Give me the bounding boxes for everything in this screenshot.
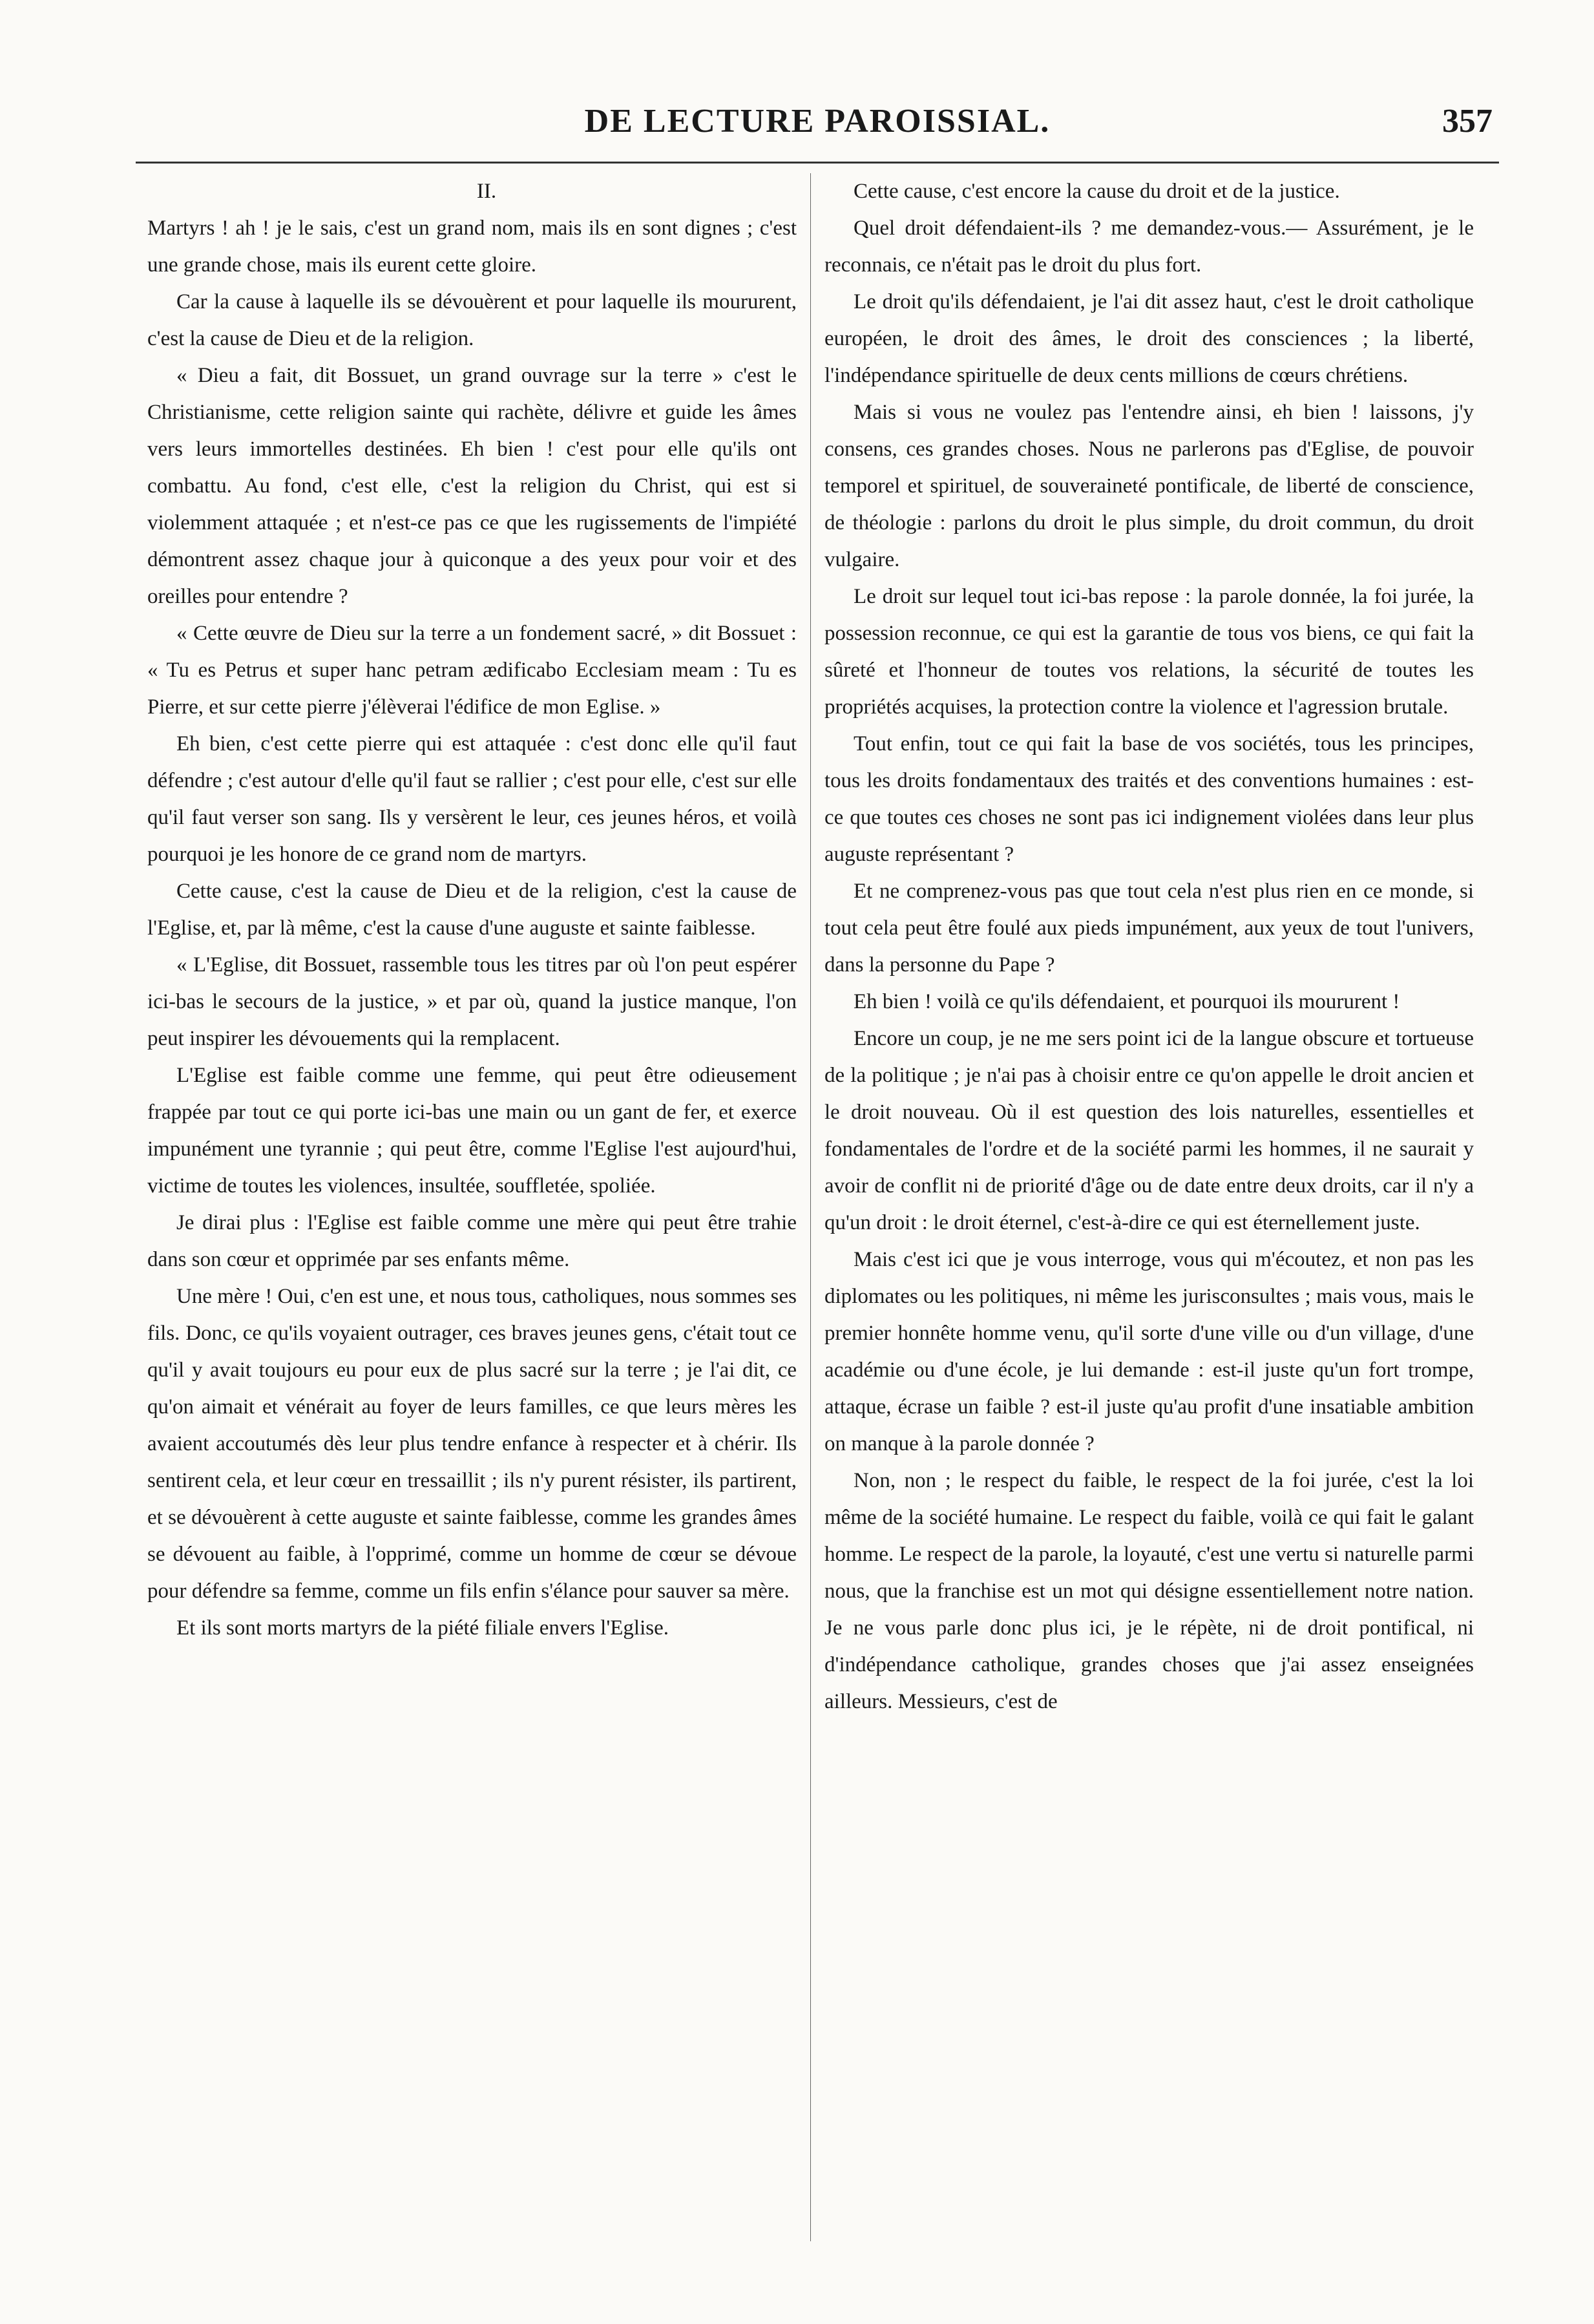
paragraph: Mais c'est ici que je vous interroge, vous qui m'écoutez, et non pas les diplomates ou les politiques, ni même les jurisconsultes ; mais vous, mais le premier honnête homme venu, qu'il sorte d'une ville ou d'un village, d'une académie ou d'une école, je lui demande : est-il juste qu'un fort trompe, attaque, écrase un faible ? est-il juste qu'au profit d'une insatiable ambition on manque à la parole donnée ? [824, 1248, 1474, 1455]
paragraph: Non, non ; le respect du faible, le respect de la foi jurée, c'est la loi même de la société humaine. Le respect du faible, voilà ce qui fait le galant homme. Le respect de la parole, la loyauté, c'est une vertu si naturelle parmi nous, que la franchise est un mot qui désigne essentiellement notre nation. Je ne vous parle donc plus ici, je le répète, ni de droit pontifical, ni d'indépendance catholique, grandes choses que j'ai assez enseignées ailleurs. Messieurs, c'est de [824, 1469, 1474, 1713]
paragraph: Le droit qu'ils défendaient, je l'ai dit assez haut, c'est le droit catholique européen, le droit des âmes, le droit des consciences ; la liberté, l'indépendance spirituelle de deux cents millions de cœurs chrétiens. [824, 290, 1474, 387]
paragraph: L'Eglise est faible comme une femme, qui peut être odieusement frappée par tout ce qui porte ici-bas une main ou un gant de fer, et exerce impunément une tyrannie ; qui peut être, comme l'Eglise l'est aujourd'hui, victime de toutes les violences, insultée, souffletée, spoliée. [147, 1064, 797, 1198]
page-number: 357 [1442, 103, 1493, 140]
paragraph: Quel droit défendaient-ils ? me demandez-vous.— Assurément, je le reconnais, ce n'était pas le droit du plus fort. [824, 217, 1474, 277]
paragraph: Martyrs ! ah ! je le sais, c'est un grand nom, mais ils en sont dignes ; c'est une grande chose, mais ils eurent cette gloire. [147, 217, 797, 277]
paragraph: Eh bien ! voilà ce qu'ils défendaient, et pourquoi ils moururent ! [854, 990, 1400, 1013]
paragraph: Encore un coup, je ne me sers point ici de la langue obscure et tortueuse de la politique ; je n'ai pas à choisir entre ce qu'on appelle le droit ancien et le droit nouveau. Où il est question des lois naturelles, essentielles et fondamentales de l'ordre et de la société parmi les hommes, il ne saurait y avoir de conflit ni de priorité d'âge ou de date entre deux droits, car il n'y a qu'un droit : le droit éternel, c'est-à-dire ce qui est éternellement juste. [824, 1027, 1474, 1234]
paragraph: Cette cause, c'est encore la cause du droit et de la justice. [854, 180, 1340, 203]
paragraph: Et ils sont morts martyrs de la piété filiale envers l'Eglise. [176, 1616, 669, 1640]
paragraph: Le droit sur lequel tout ici-bas repose : la parole donnée, la foi jurée, la possession reconnue, ce qui est la garantie de tous vos biens, ce qui fait la sûreté et l'honneur de toutes vos relations, la sécurité de toutes les propriétés acquises, la protection contre la violence et l'agression brutale. [824, 585, 1474, 719]
paragraph: Cette cause, c'est la cause de Dieu et de la religion, c'est la cause de l'Eglise, et, par là même, c'est la cause d'une auguste et sainte faiblesse. [147, 880, 797, 940]
paragraph: Mais si vous ne voulez pas l'entendre ainsi, eh bien ! laissons, j'y consens, ces grandes choses. Nous ne parlerons pas d'Eglise, de pouvoir temporel et spirituel, de souveraineté pontificale, de liberté de conscience, de théologie : parlons du droit le plus simple, du droit commun, du droit vulgaire. [824, 401, 1474, 571]
running-title: DE LECTURE PAROISSIAL. [584, 103, 1051, 140]
paragraph: Une mère ! Oui, c'en est une, et nous tous, catholiques, nous sommes ses fils. Donc, ce qu'ils voyaient outrager, ces braves jeunes gens, c'était tout ce qu'il y avait toujours eu pour eux de plus sacré sur la terre ; je l'ai dit, ce qu'on aimait et vénérait au foyer de leurs familles, ce que leurs mères les avaient accoutumés dès leur plus tendre enfance à respecter et à chérir. Ils sentirent cela, et leur cœur en tressaillit ; ils n'y purent résister, ils partirent, et se dévouèrent à cette auguste et sainte faiblesse, comme les grandes âmes se dévouent au faible, à l'opprimé, comme un homme de cœur se dévoue pour défendre sa femme, comme un fils enfin s'élance pour sauver sa mère. [147, 1285, 797, 1603]
right-column [824, 173, 1474, 2241]
column-divider [810, 173, 811, 2241]
paragraph: Car la cause à laquelle ils se dévouèrent et pour laquelle ils moururent, c'est la cause de Dieu et de la religion. [147, 290, 797, 350]
section-number: II. [476, 180, 497, 203]
left-column [147, 173, 797, 2241]
paragraph: « L'Eglise, dit Bossuet, rassemble tous les titres par où l'on peut espérer ici-bas le secours de la justice, » et par où, quand la justice manque, l'on peut inspirer les dévouements qui la remplacent. [147, 953, 797, 1050]
paragraph: Eh bien, c'est cette pierre qui est attaquée : c'est donc elle qu'il faut défendre ; c'est autour d'elle qu'il faut se rallier ; c'est pour elle, c'est sur elle qu'il faut verser son sang. Ils y versèrent le leur, ces jeunes héros, et voilà pourquoi je les honore de ce grand nom de martyrs. [147, 732, 797, 866]
paragraph: Je dirai plus : l'Eglise est faible comme une mère qui peut être trahie dans son cœur et opprimée par ses enfants même. [147, 1211, 797, 1271]
paragraph: « Dieu a fait, dit Bossuet, un grand ouvrage sur la terre » c'est le Christianisme, cette religion sainte qui rachète, délivre et guide les âmes vers leurs immortelles destinées. Eh bien ! c'est pour elle qu'ils ont combattu. Au fond, c'est elle, c'est la religion du Christ, qui est si violemment attaquée ; et n'est-ce pas ce que les rugissements de l'impiété démontrent assez chaque jour à quiconque a des yeux pour voir et des oreilles pour entendre ? [147, 364, 797, 608]
header-rule [136, 162, 1499, 164]
page-header [136, 39, 1499, 162]
paragraph: « Cette œuvre de Dieu sur la terre a un fondement sacré, » dit Bossuet : « Tu es Petrus et super hanc petram ædificabo Ecclesiam meam : Tu es Pierre, et sur cette pierre j'élèverai l'édifice de mon Eglise. » [147, 622, 797, 719]
paragraph: Et ne comprenez-vous pas que tout cela n'est plus rien en ce monde, si tout cela peut être foulé aux pieds impunément, aux yeux de tout l'univers, dans la personne du Pape ? [824, 880, 1474, 977]
paragraph: Tout enfin, tout ce qui fait la base de vos sociétés, tous les principes, tous les droits fondamentaux des traités et des conventions humaines : est-ce que toutes ces choses ne sont pas ici indignement violées dans leur plus auguste représentant ? [824, 732, 1474, 866]
